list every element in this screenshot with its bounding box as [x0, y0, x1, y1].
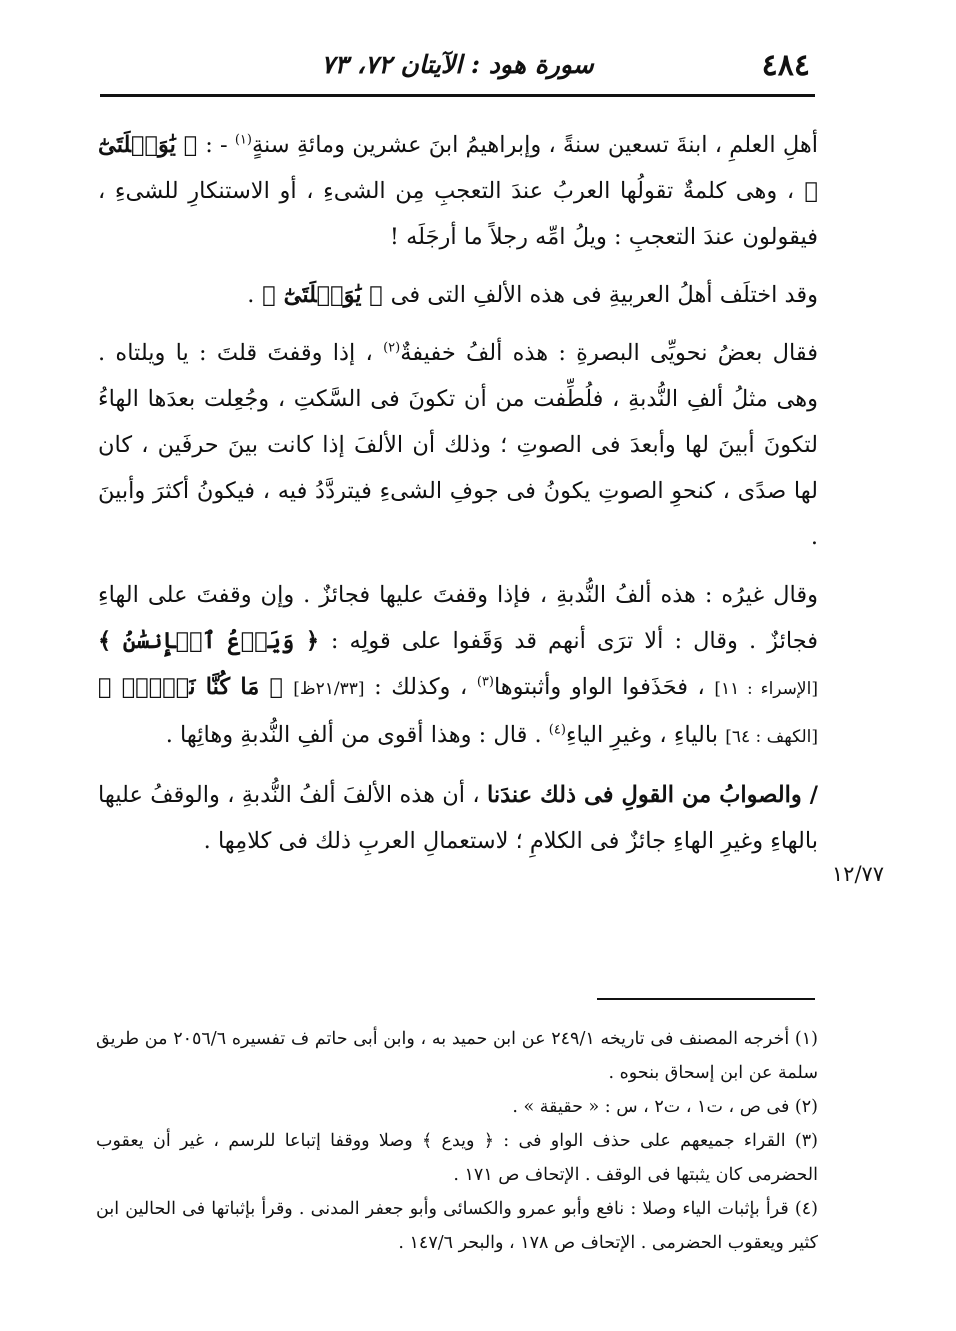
- footnote-marker-1[interactable]: (١): [234, 132, 252, 148]
- paragraph-1: أهلِ العلمِ ، ابنةَ تسعين سنةً ، وإبراهيمُ ابنَ عشرين ومائةِ سنةٍ$^{(١)}$ - : ﴿ يَٰوَيۡلَتَىٰٓ ﴾ ، وهى كلمةٌ تقولُها العربُ عندَ التعجبِ مِن الشىءِ ، أو الاستنكارِ للشىءِ ، فيقولون عندَ التعجبِ : ويلُ امِّه رجلاً ما أرجَلَه !: [98, 132, 818, 250]
- margin-reference: ١٢/٧٧: [831, 862, 885, 886]
- emphasized-run: / والصوابُ من القولِ فى ذلك عندَنا: [487, 782, 818, 808]
- paragraph-2: وقد اختلَف أهلُ العربيةِ فى هذه الألفِ التى فى ﴿ يَٰوَيۡلَتَىٰٓ ﴾ .: [247, 282, 818, 308]
- footnote-marker-3[interactable]: (٣): [476, 674, 494, 690]
- page-header: [105, 40, 810, 90]
- running-title: سورة هود : الآيتان ٧٢، ٧٣: [321, 50, 594, 79]
- paragraph-4: وقال غيرُه : هذه ألفُ النُّدبةِ ، فإذا وقفتَ عليها فجائزٌ . وإن وقفتَ على الهاءِ فجائزٌ . وقال : ألا ترَى أنهم قد وَقَفوا على قولِه : ﴿ وَيَدۡعُ ٱلۡإِنسَٰنُ ﴾ [الإسراء : ١١] ، فحَذَفوا الواو وأثبتوها$^{(٣)}$ ، وكذلك : [٢١/٣٣ظ] ﴿ مَا كُنَّا نَبۡغِۚ ﴾ [الكهف : ٦٤] بالياءِ ، وغيرِ الياءِ$^{(٤)}$ . قال : وهذا أقوى من ألفِ النُّدبةِ وهائِها .: [98, 582, 818, 748]
- quran-quote: ﴿ وَيَدۡعُ ٱلۡإِنسَٰنُ ﴾: [98, 628, 331, 654]
- footnote-marker-2[interactable]: (٢): [383, 340, 401, 356]
- main-text: [98, 122, 818, 864]
- footnote-rule: [597, 998, 815, 1000]
- verse-reference: [الكهف : ٦٤]: [725, 727, 818, 747]
- footnote-4: (٤) قرأ بإثبات الياء وصلا : نافع وأبو عمرو والكسائى وأبو جعفر المدنى . وقرأ بإثباتها فى الحالين ابن كثير ويعقوب الحضرمى . الإتحاف ص ١٧٨ ، والبحر ١٤٧/٦ .: [96, 1199, 818, 1253]
- manuscript-reference: [٢١/٣٣ظ]: [293, 679, 365, 699]
- quran-quote: ﴿ مَا كُنَّا نَبۡغِۚ ﴾: [98, 674, 294, 700]
- footnote-marker-4[interactable]: (٤): [548, 722, 566, 738]
- header-rule: [100, 94, 815, 97]
- footnotes: [96, 1022, 818, 1260]
- quran-quote: ﴿ يَٰوَيۡلَتَىٰٓ ﴾: [98, 132, 818, 204]
- paragraph-3: فقال بعضُ نحويِّى البصرةِ : هذه ألفُ خفيفةٌ$^{(٢)}$ ، إذا وقفتَ قلتَ : يا ويلتاه . وهى مثلُ ألفِ النُّدبةِ ، فلُطِّفت من أن تكونَ فى السَّكتِ ، وجُعِلت بعدَها الهاءُ لتكونَ أبينَ لها وأبعدَ فى الصوتِ ؛ وذلك أن الألفَ إذا كانت بينَ حرفَين ، كان لها صدًى ، كنحوِ الصوتِ يكونُ فى جوفِ الشىءِ فيتردَّدُ فيه ، فيكونُ أكثرَ وأبينَ .: [98, 340, 818, 550]
- paragraph-5: / والصوابُ من القولِ فى ذلك عندَنا ، أن هذه الألفَ ألفُ النُّدبةِ ، والوقفُ عليها بالهاءِ وغيرِ الهاءِ جائزٌ فى الكلامِ ؛ لاستعمالِ العربِ ذلك فى كلامِها .: [98, 782, 818, 854]
- footnote-2: (٢) فى ص ، ت١ ، ت٢ ، س : « حقيقة » .: [512, 1097, 818, 1117]
- verse-reference: [الإسراء : ١١]: [714, 679, 818, 699]
- footnote-1: (١) أخرجه المصنف فى تاريخه ٢٤٩/١ عن ابن حميد به ، وابن أبى حاتم ف تفسيره ٢٠٥٦/٦ من طريق سلمة عن ابن إسحاق بنحوه .: [96, 1029, 818, 1083]
- page-number: ٤٨٤: [761, 48, 810, 83]
- footnote-3: (٣) القراء جميعهم على حذف الواو فى : ﴿ ويدع ﴾ وصلا ووقفا إتباعا للرسم ، غير أن يعقوب الحضرمى كان يثبتها فى الوقف . الإتحاف ص ١٧١ .: [96, 1131, 818, 1185]
- quran-quote: ﴿ يَٰوَيۡلَتَىٰٓ ﴾: [254, 282, 391, 308]
